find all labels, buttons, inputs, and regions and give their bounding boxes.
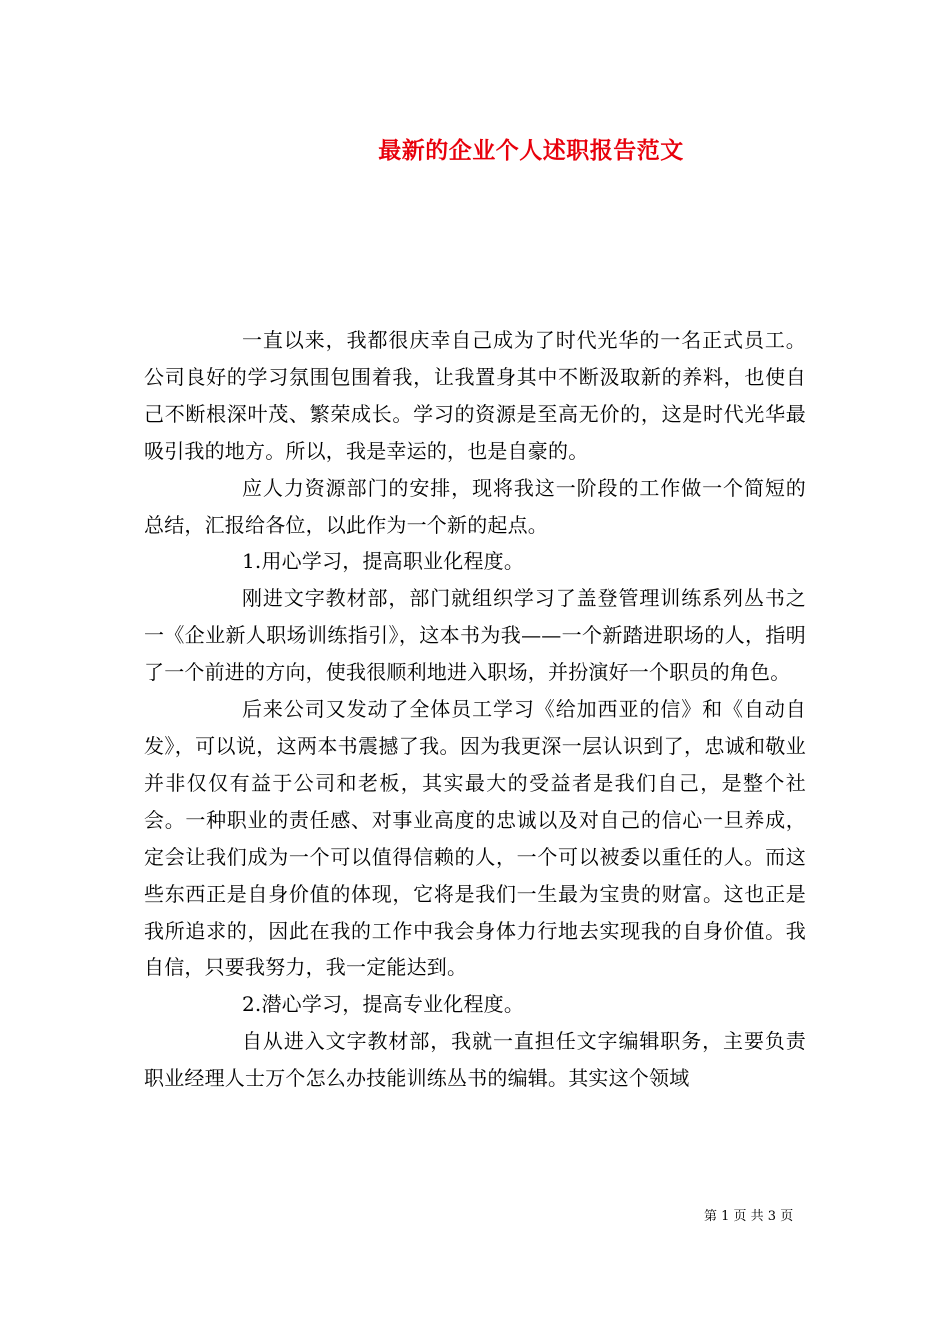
section-heading-1: 1.用心学习，提高职业化程度。: [242, 549, 525, 574]
section-heading-2: 2.潜心学习，提高专业化程度。: [242, 992, 525, 1017]
paragraph-new-employee: 刚进文字教材部，部门就组织学习了盖登管理训练系列丛书之一《企业新人职场训练指引》，这本书为我——一个新踏进职场的人，指明了一个前进的方向，使我很顺利地进入职场，并扮演好一个职员的角色。: [144, 586, 806, 685]
document-title: 最新的企业个人述职报告范文: [378, 137, 684, 164]
paragraph-editor-role: 自从进入文字教材部，我就一直担任文字编辑职务，主要负责职业经理人士万个怎么办技能训练丛书的编辑。其实这个领域: [144, 1029, 806, 1091]
paragraph-books: 后来公司又发动了全体员工学习《给加西亚的信》和《自动自发》，可以说，这两本书震撼了我。因为我更深一层认识到了，忠诚和敬业并非仅仅有益于公司和老板，其实最大的受益者是我们自己，是整个社会。一种职业的责任感、对事业高度的忠诚以及对自己的信心一旦养成，定会让我们成为一个可以值得信赖的人，一个可以被委以重任的人。而这些东西正是自身价值的体现，它将是我们一生最为宝贵的财富。这也正是我所追求的，因此在我的工作中我会身体力行地去实现我的自身价值。我自信，只要我努力，我一定能达到。: [144, 697, 806, 980]
page-number-footer: 第 1 页 共 3 页: [704, 1209, 794, 1224]
paragraph-intro: 一直以来，我都很庆幸自己成为了时代光华的一名正式员工。公司良好的学习氛围包围着我，让我置身其中不断汲取新的养料，也使自己不断根深叶茂、繁荣成长。学习的资源是至高无价的，这是时代光华最吸引我的地方。所以，我是幸运的，也是自豪的。: [144, 328, 806, 463]
document-body: [144, 322, 806, 1097]
paragraph-arrangement: 应人力资源部门的安排，现将我这一阶段的工作做一个简短的总结，汇报给各位，以此作为一个新的起点。: [144, 475, 806, 537]
